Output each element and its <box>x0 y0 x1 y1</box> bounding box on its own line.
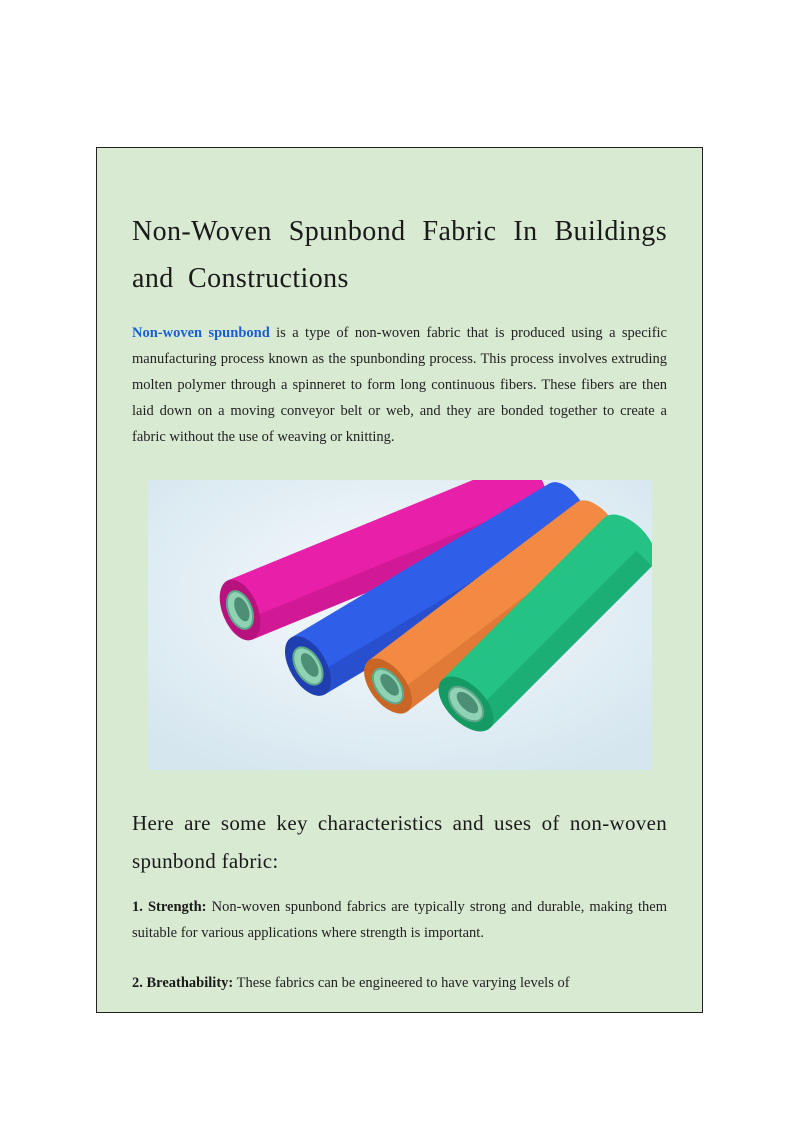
item-label: 1. Strength: <box>132 899 207 915</box>
document-title: Non-Woven Spunbond Fabric In Buildings and Constructions <box>132 216 667 294</box>
characteristics-heading: Here are some key characteristics and uses of non-woven spunbond fabric: <box>132 811 667 873</box>
item-label: 2. Breathability: <box>132 975 234 991</box>
fabric-rolls-illustration <box>148 480 652 770</box>
intro-paragraph <box>132 320 667 450</box>
list-item-strength <box>132 894 667 946</box>
spunbond-link[interactable]: Non-woven spunbond <box>132 325 270 341</box>
list-item-breathability <box>132 970 667 996</box>
document-content <box>132 208 667 996</box>
item-text: Non-woven spunbond fabrics are typically strong and durable, making them suitable for various applications where strength is important. <box>132 899 667 941</box>
document-panel <box>96 147 703 1013</box>
intro-text: is a type of non-woven fabric that is produced using a specific manufacturing process known as the spunbonding process. This process involves extruding molten polymer through a spinneret to form long continuous fibers. These fibers are then laid down on a moving conveyor belt or web, and they are bonded together to create a fabric without the use of weaving or knitting. <box>132 325 667 445</box>
item-text: These fabrics can be engineered to have varying levels of <box>233 975 570 991</box>
fabric-rolls-image <box>148 480 652 770</box>
